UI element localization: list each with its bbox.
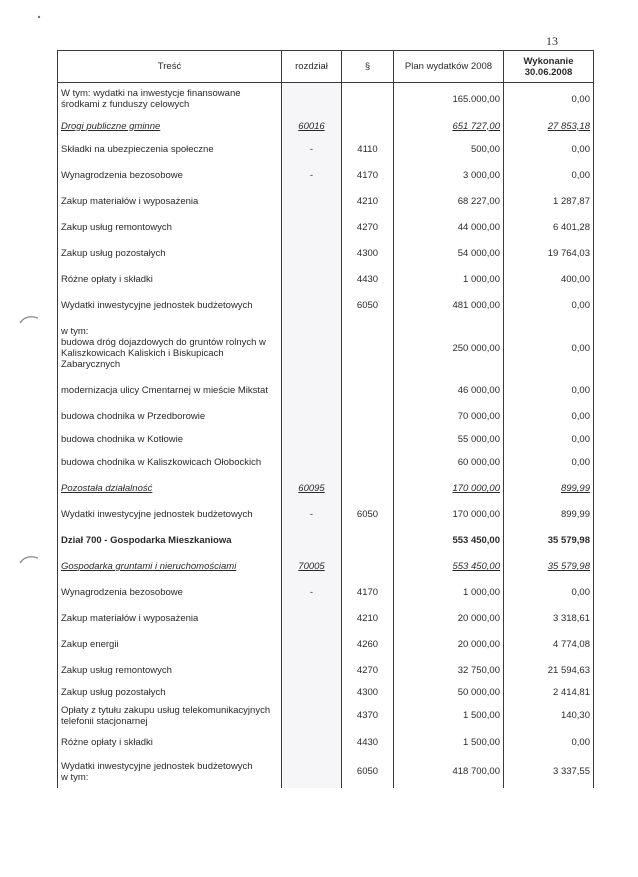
cell-description: Pozostała działalność (58, 476, 282, 502)
table-row (58, 83, 594, 116)
table-row (58, 319, 594, 378)
table-row (58, 378, 594, 404)
cell-rozdzial (282, 756, 342, 788)
cell-wykonanie: 0,00 (504, 83, 594, 116)
cell-wykonanie: 2 414,81 (504, 684, 594, 702)
cell-rozdzial (282, 684, 342, 702)
table-row (58, 241, 594, 267)
cell-plan: 1 500,00 (394, 702, 504, 730)
table-row (58, 267, 594, 293)
table-row (58, 658, 594, 684)
cell-rozdzial: - (282, 137, 342, 163)
cell-wykonanie: 1 287,87 (504, 189, 594, 215)
cell-plan: 50 000,00 (394, 684, 504, 702)
cell-plan: 1 000,00 (394, 267, 504, 293)
cell-paragraf (342, 116, 394, 137)
cell-rozdzial (282, 430, 342, 450)
cell-description: Wynagrodzenia bezosobowe (58, 163, 282, 189)
cell-description: Wydatki inwestycyjne jednostek budżetowych w tym: (58, 756, 282, 788)
cell-wykonanie: 19 764,03 (504, 241, 594, 267)
cell-wykonanie: 0,00 (504, 319, 594, 378)
cell-description: Opłaty z tytułu zakupu usług telekomunikacyjnych telefonii stacjonarnej (58, 702, 282, 730)
cell-description: Zakup usług pozostałych (58, 684, 282, 702)
header-rozdzial: rozdział (282, 51, 342, 83)
cell-paragraf: 6050 (342, 502, 394, 528)
cell-description: Zakup materiałów i wyposażenia (58, 189, 282, 215)
cell-wykonanie: 35 579,98 (504, 554, 594, 580)
cell-rozdzial (282, 658, 342, 684)
cell-rozdzial (282, 215, 342, 241)
cell-plan: 651 727,00 (394, 116, 504, 137)
cell-paragraf: 4430 (342, 730, 394, 756)
cell-plan: 60 000,00 (394, 450, 504, 476)
table-row (58, 137, 594, 163)
scan-mark-top (34, 12, 44, 22)
cell-rozdzial: - (282, 502, 342, 528)
cell-rozdzial (282, 241, 342, 267)
cell-plan: 1 500,00 (394, 730, 504, 756)
cell-wykonanie: 0,00 (504, 404, 594, 430)
cell-wykonanie: 4 774,08 (504, 632, 594, 658)
cell-plan: 481 000,00 (394, 293, 504, 319)
table-row (58, 684, 594, 702)
table-row (58, 580, 594, 606)
table-header-row (58, 51, 594, 83)
table-row (58, 606, 594, 632)
cell-wykonanie: 0,00 (504, 137, 594, 163)
cell-rozdzial (282, 378, 342, 404)
cell-wykonanie: 21 594,63 (504, 658, 594, 684)
cell-wykonanie: 899,99 (504, 502, 594, 528)
cell-description: Zakup materiałów i wyposażenia (58, 606, 282, 632)
cell-rozdzial: 70005 (282, 554, 342, 580)
cell-description: budowa chodnika w Kaliszkowicach Ołobockich (58, 450, 282, 476)
cell-paragraf: 4300 (342, 684, 394, 702)
cell-rozdzial: - (282, 580, 342, 606)
cell-plan: 250 000,00 (394, 319, 504, 378)
cell-description: modernizacja ulicy Cmentarnej w mieście Mikstat (58, 378, 282, 404)
table-row (58, 450, 594, 476)
cell-rozdzial (282, 83, 342, 116)
cell-plan: 68 227,00 (394, 189, 504, 215)
table-row (58, 215, 594, 241)
cell-paragraf: 6050 (342, 293, 394, 319)
cell-plan: 553 450,00 (394, 554, 504, 580)
header-paragraf: § (342, 51, 394, 83)
cell-plan: 32 750,00 (394, 658, 504, 684)
cell-plan: 170 000,00 (394, 476, 504, 502)
cell-plan: 418 700,00 (394, 756, 504, 788)
cell-wykonanie: 0,00 (504, 730, 594, 756)
cell-wykonanie: 0,00 (504, 450, 594, 476)
cell-paragraf: 4270 (342, 215, 394, 241)
table-row (58, 189, 594, 215)
cell-rozdzial (282, 702, 342, 730)
cell-wykonanie: 3 318,61 (504, 606, 594, 632)
cell-description: Dział 700 - Gospodarka Mieszkaniowa (58, 528, 282, 554)
cell-rozdzial: - (282, 163, 342, 189)
cell-plan: 170 000,00 (394, 502, 504, 528)
cell-paragraf: 4370 (342, 702, 394, 730)
header-plan: Plan wydatków 2008 (394, 51, 504, 83)
cell-plan: 44 000,00 (394, 215, 504, 241)
cell-description: Różne opłaty i składki (58, 730, 282, 756)
cell-paragraf: 4170 (342, 163, 394, 189)
cell-paragraf (342, 430, 394, 450)
table-row (58, 528, 594, 554)
punch-hole-mark-lower (18, 552, 40, 566)
table-row (58, 163, 594, 189)
cell-wykonanie: 27 853,18 (504, 116, 594, 137)
cell-description: Gospodarka gruntami i nieruchomościami (58, 554, 282, 580)
cell-rozdzial (282, 189, 342, 215)
table-row (58, 632, 594, 658)
cell-wykonanie: 0,00 (504, 163, 594, 189)
cell-paragraf (342, 476, 394, 502)
cell-paragraf: 6050 (342, 756, 394, 788)
cell-paragraf (342, 83, 394, 116)
cell-plan: 500,00 (394, 137, 504, 163)
cell-paragraf: 4270 (342, 658, 394, 684)
cell-wykonanie: 0,00 (504, 580, 594, 606)
cell-plan: 46 000,00 (394, 378, 504, 404)
cell-wykonanie: 6 401,28 (504, 215, 594, 241)
cell-paragraf (342, 450, 394, 476)
cell-paragraf (342, 554, 394, 580)
cell-paragraf (342, 528, 394, 554)
cell-plan: 553 450,00 (394, 528, 504, 554)
cell-description: Wynagrodzenia bezosobowe (58, 580, 282, 606)
cell-rozdzial (282, 528, 342, 554)
table-row (58, 756, 594, 788)
cell-wykonanie: 140,30 (504, 702, 594, 730)
table-body (58, 83, 594, 788)
table-row (58, 730, 594, 756)
cell-description: budowa chodnika w Przedborowie (58, 404, 282, 430)
cell-wykonanie: 0,00 (504, 378, 594, 404)
cell-description: Zakup usług remontowych (58, 658, 282, 684)
page-number: 13 (546, 34, 558, 48)
header-tresc: Treść (58, 51, 282, 83)
cell-paragraf: 4300 (342, 241, 394, 267)
cell-description: Różne opłaty i składki (58, 267, 282, 293)
cell-wykonanie: 35 579,98 (504, 528, 594, 554)
cell-wykonanie: 400,00 (504, 267, 594, 293)
cell-wykonanie: 0,00 (504, 430, 594, 450)
cell-rozdzial (282, 319, 342, 378)
cell-rozdzial: 60095 (282, 476, 342, 502)
cell-plan: 54 000,00 (394, 241, 504, 267)
table-row (58, 404, 594, 430)
cell-rozdzial (282, 293, 342, 319)
cell-rozdzial (282, 606, 342, 632)
cell-rozdzial (282, 404, 342, 430)
cell-rozdzial (282, 632, 342, 658)
cell-description: Wydatki inwestycyjne jednostek budżetowych (58, 293, 282, 319)
cell-rozdzial (282, 450, 342, 476)
table-row (58, 702, 594, 730)
header-wykonanie: Wykonanie 30.06.2008 (504, 51, 594, 83)
cell-description: Zakup usług pozostałych (58, 241, 282, 267)
cell-rozdzial (282, 730, 342, 756)
cell-paragraf (342, 404, 394, 430)
cell-paragraf: 4260 (342, 632, 394, 658)
cell-paragraf: 4170 (342, 580, 394, 606)
cell-rozdzial (282, 267, 342, 293)
cell-description: Zakup usług remontowych (58, 215, 282, 241)
cell-description: budowa chodnika w Kotłowie (58, 430, 282, 450)
table-row (58, 430, 594, 450)
cell-description: Składki na ubezpieczenia społeczne (58, 137, 282, 163)
cell-description: w tym: budowa dróg dojazdowych do gruntów rolnych w Kaliszkowicach Kaliskich i Biskupicach Zabarycznych (58, 319, 282, 378)
table-row (58, 476, 594, 502)
table-row (58, 502, 594, 528)
cell-description: Wydatki inwestycyjne jednostek budżetowych (58, 502, 282, 528)
cell-plan: 55 000,00 (394, 430, 504, 450)
table-row (58, 554, 594, 580)
cell-rozdzial: 60016 (282, 116, 342, 137)
cell-description: Zakup energii (58, 632, 282, 658)
cell-paragraf (342, 378, 394, 404)
cell-paragraf: 4430 (342, 267, 394, 293)
cell-plan: 165.000,00 (394, 83, 504, 116)
cell-paragraf: 4210 (342, 606, 394, 632)
cell-wykonanie: 899,99 (504, 476, 594, 502)
cell-description: W tym: wydatki na inwestycje finansowane środkami z funduszy celowych (58, 83, 282, 116)
cell-paragraf: 4210 (342, 189, 394, 215)
cell-plan: 70 000,00 (394, 404, 504, 430)
cell-description: Drogi publiczne gminne (58, 116, 282, 137)
cell-paragraf: 4110 (342, 137, 394, 163)
table-row (58, 293, 594, 319)
expenditure-table (57, 50, 593, 788)
table-row (58, 116, 594, 137)
cell-plan: 20 000,00 (394, 632, 504, 658)
cell-wykonanie: 3 337,55 (504, 756, 594, 788)
punch-hole-mark-upper (18, 312, 40, 326)
cell-paragraf (342, 319, 394, 378)
cell-plan: 20 000,00 (394, 606, 504, 632)
cell-wykonanie: 0,00 (504, 293, 594, 319)
cell-plan: 1 000,00 (394, 580, 504, 606)
cell-plan: 3 000,00 (394, 163, 504, 189)
